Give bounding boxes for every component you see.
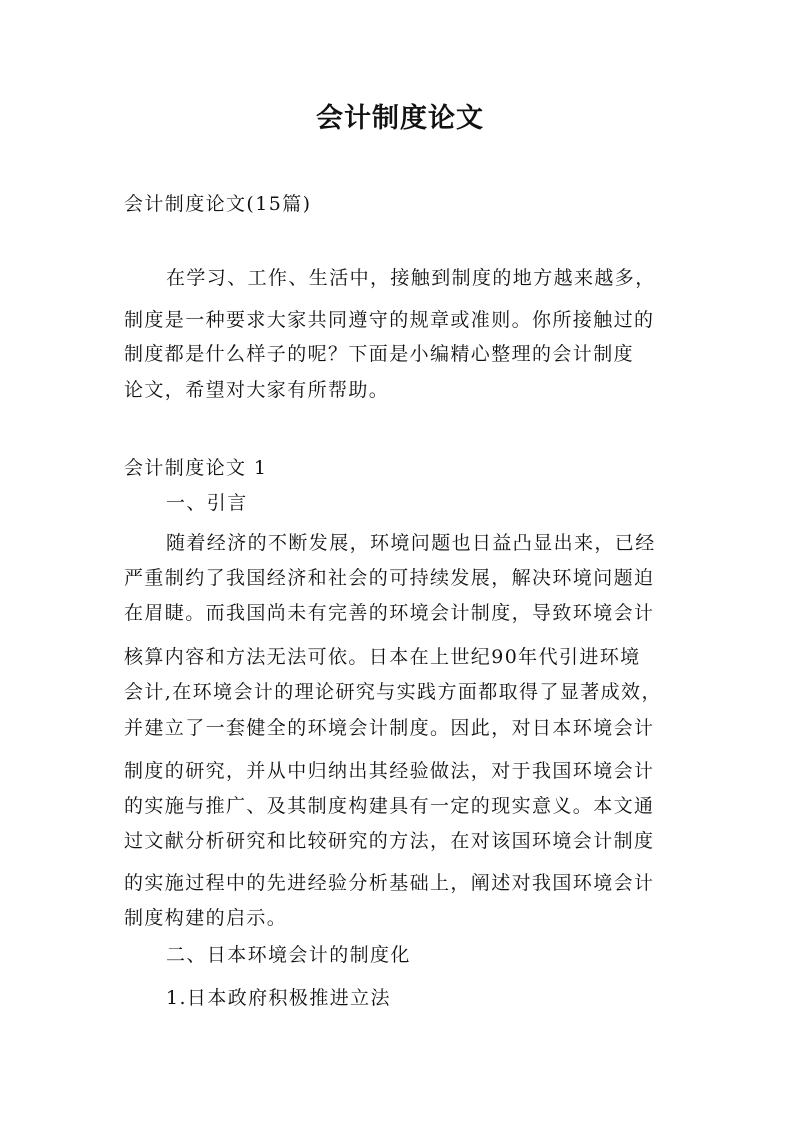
body-line: 制度的研究，并从中归纳出其经验做法，对于我国环境会计	[124, 760, 655, 782]
body-line: 严重制约了我国经济和社会的可持续发展，解决环境问题迫	[124, 567, 655, 589]
body-line: 随着经济的不断发展，环境问题也日益凸显出来，已经	[166, 532, 656, 554]
body-line: 过文献分析研究和比较研究的方法，在对该国环境会计制度	[124, 830, 655, 852]
intro-line: 论文，希望对大家有所帮助。	[124, 379, 390, 401]
body-line: 核算内容和方法无法可依。日本在上世纪90年代引进环境	[124, 646, 641, 668]
intro-line: 在学习、工作、生活中，接触到制度的地方越来越多，	[166, 267, 656, 289]
body-line: 会计,在环境会计的理论研究与实践方面都取得了显著成效，	[124, 681, 662, 703]
heading-introduction: 一、引言	[166, 492, 248, 514]
heading-institutionalization: 二、日本环境会计的制度化	[166, 944, 411, 966]
section-heading: 会计制度论文 1	[124, 457, 268, 479]
body-line: 的实施过程中的先进经验分析基础上，阐述对我国环境会计	[124, 872, 655, 894]
document-subtitle: 会计制度论文(15篇)	[124, 193, 312, 215]
document-title: 会计制度论文	[316, 103, 484, 134]
body-line: 制度构建的启示。	[124, 907, 288, 929]
body-line: 并建立了一套健全的环境会计制度。因此，对日本环境会计	[124, 717, 655, 739]
intro-line: 制度是一种要求大家共同遵守的规章或准则。你所接触过的	[124, 309, 655, 331]
body-line: 在眉睫。而我国尚未有完善的环境会计制度，导致环境会计	[124, 602, 655, 624]
intro-line: 制度都是什么样子的呢？下面是小编精心整理的会计制度	[124, 343, 635, 365]
heading-legislation: 1.日本政府积极推进立法	[166, 987, 391, 1009]
body-line: 的实施与推广、及其制度构建具有一定的现实意义。本文通	[124, 795, 655, 817]
